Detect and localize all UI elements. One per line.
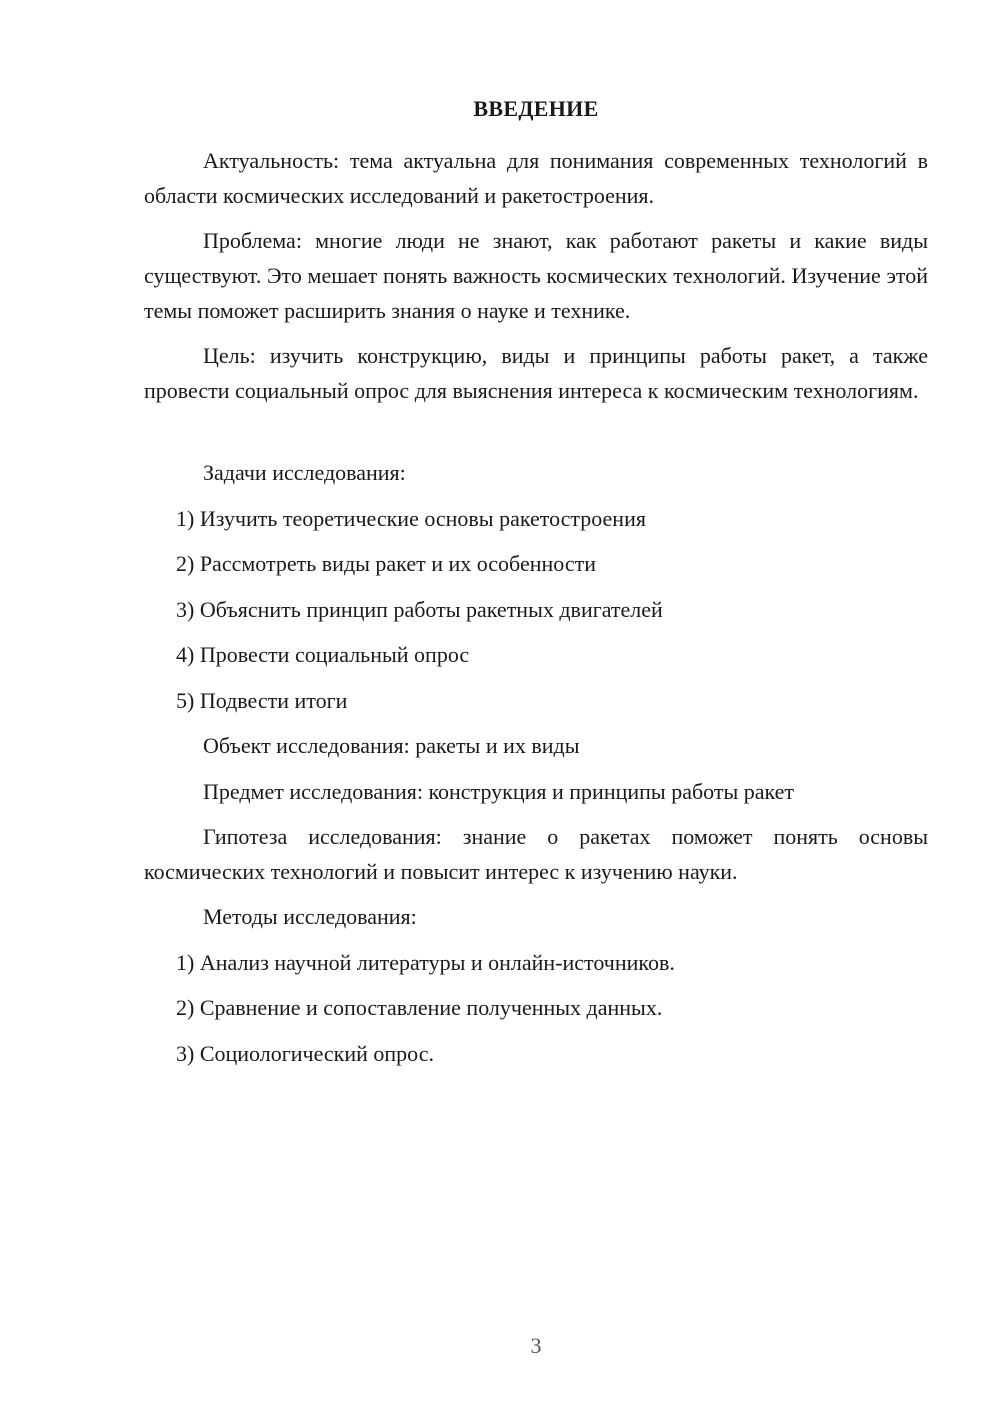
subject-line: Предмет исследования: конструкция и принципы работы ракет — [203, 778, 795, 804]
page-title: ВВЕДЕНИЕ — [473, 96, 599, 121]
hypothesis-section — [144, 819, 928, 899]
tasks-heading: Задачи исследования: — [203, 460, 406, 485]
goal-paragraph: Цель: изучить конструкцию, виды и принципы работы ракет, а также провести социальный опрос для выяснения интереса к космическим технологиям. — [144, 343, 928, 403]
methods-section — [144, 899, 928, 1081]
task-item-4: 4) Провести социальный опрос — [176, 642, 470, 667]
relevance-paragraph: Актуальность: тема актуальна для понимания современных технологий в области космических исследований и ракетостроения. — [144, 148, 928, 208]
task-item-2: 2) Рассмотреть виды ракет и их особенности — [176, 551, 596, 576]
methods-heading: Методы исследования: — [203, 904, 417, 929]
method-item-1: 1) Анализ научной литературы и онлайн-источников. — [176, 949, 675, 975]
problem-paragraph: Проблема: многие люди не знают, как работают ракеты и какие виды существуют. Это мешает понять важность космических технологий. Изучение этой темы поможет расширить знания о науке и технике. — [144, 228, 928, 323]
object-line: Объект исследования: ракеты и их виды — [203, 733, 580, 758]
task-item-3: 3) Объяснить принцип работы ракетных двигателей — [176, 596, 663, 622]
method-item-3: 3) Социологический опрос. — [176, 1040, 434, 1066]
method-item-2: 2) Сравнение и сопоставление полученных данных. — [176, 995, 663, 1020]
tasks-section — [144, 455, 928, 819]
intro-paragraphs — [144, 143, 928, 418]
task-item-1: 1) Изучить теоретические основы ракетостроения — [176, 505, 646, 531]
task-item-5: 5) Подвести итоги — [176, 687, 348, 713]
hypothesis-paragraph: Гипотеза исследования: знание о ракетах поможет понять основы космических технологий и повысит интерес к изучению науки. — [144, 824, 928, 884]
page-number: 3 — [530, 1333, 542, 1358]
